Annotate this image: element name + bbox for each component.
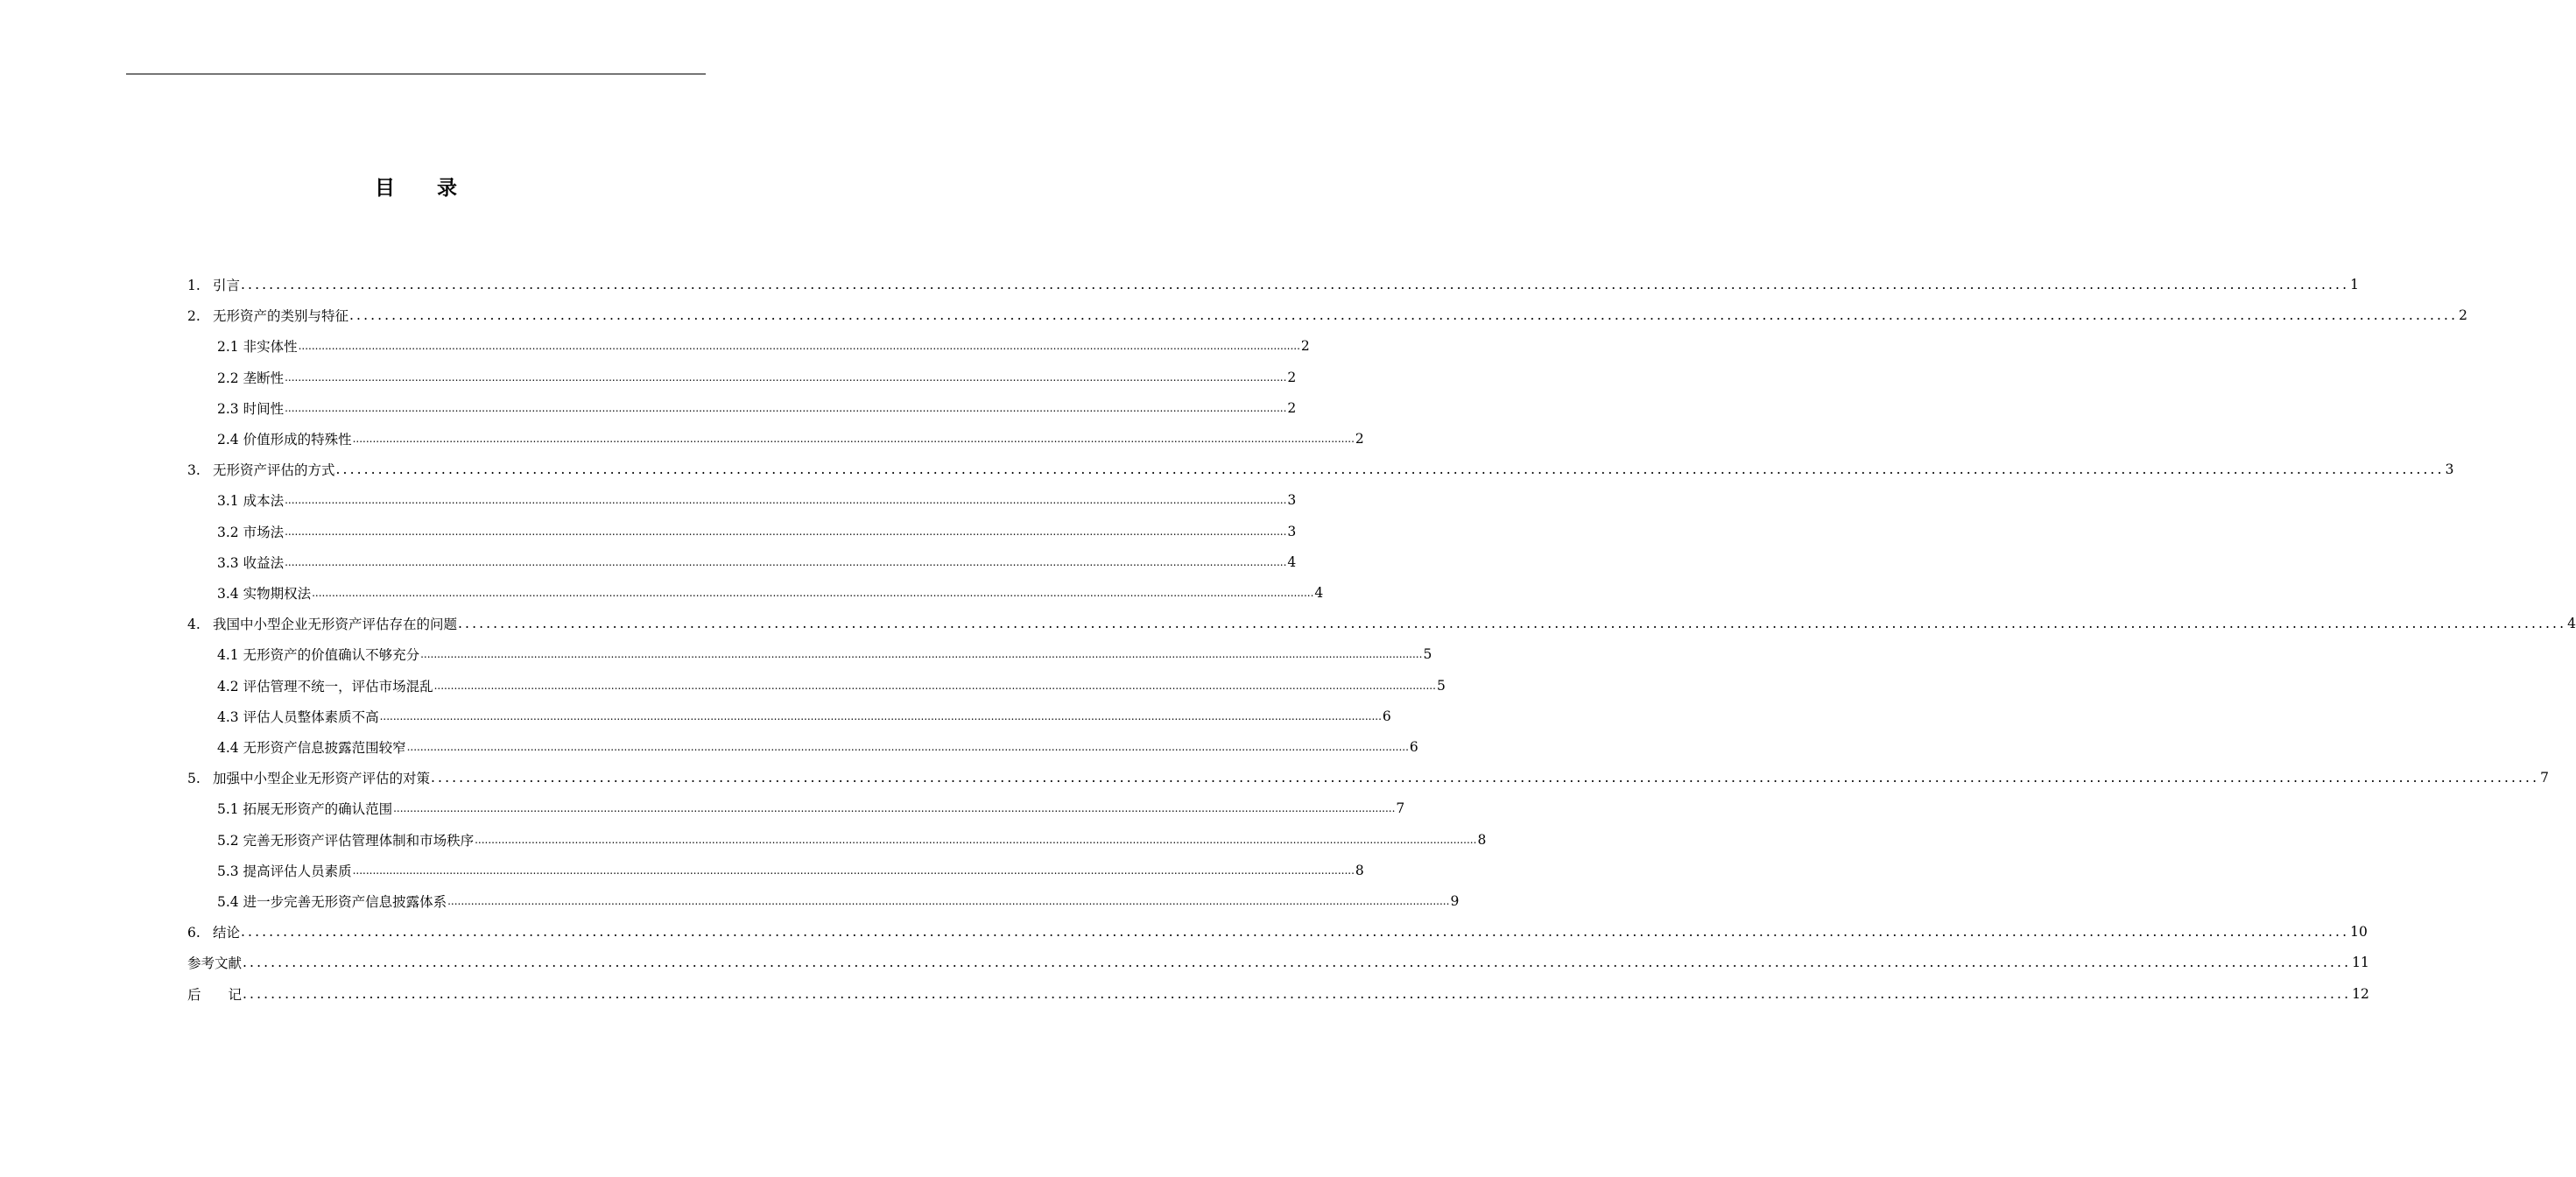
toc-entry-text: 2.4 价值形成的特殊性 xyxy=(217,432,352,448)
toc-entry[interactable] xyxy=(217,825,1487,855)
toc-entry[interactable] xyxy=(217,639,1432,669)
toc-dot-leader: ............................................................................................................................................................................................................................................................................................................ xyxy=(241,924,2350,941)
toc-dot-leader: ............................................................................................................................................................................................................................................................................................................ xyxy=(298,340,1300,353)
toc-entry-text: 2.2 垄断性 xyxy=(217,370,285,386)
toc-entry-text: 引言 xyxy=(213,278,241,293)
toc-entry-text: 后 记 xyxy=(187,986,243,1003)
toc-entry-text: 5.2 完善无形资产评估管理体制和市场秩序 xyxy=(217,832,475,849)
toc-entry[interactable] xyxy=(187,763,2549,793)
toc-entry-number: 2. xyxy=(187,308,201,325)
toc-dot-leader: ............................................................................................................................................................................................................................................................................................................ xyxy=(349,307,2459,324)
toc-entry-label xyxy=(187,614,457,633)
toc-dot-leader: ............................................................................................................................................................................................................................................................................................................ xyxy=(352,863,1355,877)
toc-entry[interactable] xyxy=(187,270,2359,300)
toc-page-number: 4 xyxy=(2567,616,2576,632)
page-title: 目录 xyxy=(375,177,499,200)
toc-entry-text: 4.1 无形资产的价值确认不够充分 xyxy=(217,647,420,664)
toc-entry-label xyxy=(187,275,240,294)
toc-page-number: 1 xyxy=(2350,277,2359,292)
toc-dot-leader: ............................................................................................................................................................................................................................................................................................................ xyxy=(285,370,1287,384)
toc-entry-number: 4. xyxy=(187,617,201,633)
toc-page-number: 11 xyxy=(2352,955,2369,971)
toc-page-number: 3 xyxy=(1287,492,1297,509)
toc-page-number: 8 xyxy=(1477,831,1487,848)
toc-entry-text: 4.4 无形资产信息披露范围较窄 xyxy=(217,740,406,756)
toc-dot-leader: ............................................................................................................................................................................................................................................................................................................ xyxy=(243,985,2352,1002)
toc-dot-leader: ............................................................................................................................................................................................................................................................................................................ xyxy=(285,401,1287,414)
toc-entry-text: 3.2 市场法 xyxy=(217,524,285,540)
toc-dot-leader: ............................................................................................................................................................................................................................................................................................................ xyxy=(447,895,1450,907)
toc-entry-label xyxy=(217,676,433,695)
toc-page-number: 5 xyxy=(1423,646,1432,663)
toc-entry-label xyxy=(217,892,447,911)
toc-entry[interactable] xyxy=(187,300,2467,330)
toc-entry[interactable] xyxy=(217,517,1297,546)
toc-entry[interactable] xyxy=(187,455,2454,484)
toc-page-number: 7 xyxy=(2540,770,2549,786)
toc-entry[interactable] xyxy=(217,547,1297,577)
toc-entry-text: 我国中小型企业无形资产评估存在的问题 xyxy=(213,617,458,633)
toc-entry[interactable] xyxy=(217,331,1310,361)
toc-dot-leader: ............................................................................................................................................................................................................................................................................................................ xyxy=(335,462,2445,478)
toc-dot-leader: ............................................................................................................................................................................................................................................................................................................ xyxy=(241,277,2350,292)
toc-entry-label xyxy=(217,707,379,726)
toc-page-number: 2 xyxy=(1287,399,1297,416)
toc-page-number: 2 xyxy=(1300,338,1310,355)
toc-entry-label xyxy=(187,306,348,325)
toc-entry-label xyxy=(217,799,392,818)
toc-entry-label xyxy=(217,861,352,880)
toc-entry[interactable] xyxy=(217,393,1297,423)
toc-entry-label xyxy=(217,398,284,418)
toc-entry-number: 3. xyxy=(187,462,201,479)
toc-entry-label xyxy=(187,953,242,972)
toc-entry-label xyxy=(217,490,284,510)
toc-page-number: 6 xyxy=(1409,739,1418,755)
toc-dot-leader: ............................................................................................................................................................................................................................................................................................................ xyxy=(285,494,1287,507)
toc-entry[interactable] xyxy=(217,856,1364,885)
toc-entry-label xyxy=(217,368,284,387)
toc-entry-text: 无形资产评估的方式 xyxy=(213,462,335,479)
toc-entry-text: 2.3 时间性 xyxy=(217,400,285,417)
toc-entry[interactable] xyxy=(217,701,1391,731)
toc-page-number: 12 xyxy=(2352,985,2369,1002)
toc-entry-number: 1. xyxy=(187,278,201,293)
toc-dot-leader: ............................................................................................................................................................................................................................................................................................................ xyxy=(458,616,2567,632)
toc-page-number: 5 xyxy=(1436,677,1446,694)
toc-page-number: 2 xyxy=(1355,431,1364,447)
toc-entry-text: 无形资产的类别与特征 xyxy=(213,308,349,325)
toc-entry-label xyxy=(187,768,430,787)
toc-entry[interactable] xyxy=(187,979,2369,1009)
toc-page-number: 10 xyxy=(2350,924,2368,941)
toc-entry-label xyxy=(217,830,474,849)
toc-entry-text: 3.3 收益法 xyxy=(217,554,285,571)
toc-dot-leader: ............................................................................................................................................................................................................................................................................................................ xyxy=(352,433,1355,445)
toc-entry-label xyxy=(217,583,311,603)
toc-page-number: 2 xyxy=(2459,307,2467,324)
toc-page-number: 9 xyxy=(1450,893,1460,909)
toc-page-number: 3 xyxy=(2445,462,2454,478)
toc-entry[interactable] xyxy=(187,917,2368,947)
toc-dot-leader: ............................................................................................................................................................................................................................................................................................................ xyxy=(285,555,1287,568)
toc-entry-text: 加强中小型企业无形资产评估的对策 xyxy=(213,771,431,787)
toc-dot-leader: ............................................................................................................................................................................................................................................................................................................ xyxy=(285,525,1287,538)
toc-entry-label xyxy=(217,336,298,356)
toc-page-number: 2 xyxy=(1287,369,1297,385)
toc-entry-text: 参考文献 xyxy=(187,955,243,972)
toc-entry[interactable] xyxy=(217,793,1405,823)
toc-entry-label xyxy=(217,522,284,541)
toc-entry[interactable] xyxy=(217,732,1418,762)
toc-entry-number: 5. xyxy=(187,771,201,787)
toc-entry-text: 5.4 进一步完善无形资产信息披露体系 xyxy=(217,894,447,910)
toc-page-number: 4 xyxy=(1314,585,1324,601)
toc-dot-leader: ............................................................................................................................................................................................................................................................................................................ xyxy=(433,679,1436,692)
toc-entry-label xyxy=(187,460,335,479)
toc-dot-leader: ............................................................................................................................................................................................................................................................................................................ xyxy=(406,741,1409,753)
toc-entry-text: 4.3 评估人员整体素质不高 xyxy=(217,708,379,725)
toc-entry[interactable] xyxy=(217,424,1364,454)
toc-dot-leader: ............................................................................................................................................................................................................................................................................................................ xyxy=(393,802,1396,815)
toc-entry[interactable] xyxy=(187,609,2576,638)
toc-dot-leader: ............................................................................................................................................................................................................................................................................................................ xyxy=(243,955,2352,971)
toc-entry-label xyxy=(217,429,352,448)
toc-entry-label xyxy=(217,737,406,757)
toc-dot-leader: ............................................................................................................................................................................................................................................................................................................ xyxy=(420,648,1423,661)
toc-entry-label xyxy=(187,984,242,1004)
toc-entry[interactable] xyxy=(217,363,1297,392)
toc-entry-text: 结论 xyxy=(213,925,241,941)
toc-entry[interactable] xyxy=(217,886,1460,916)
toc-page-number: 8 xyxy=(1355,862,1364,878)
toc-entry[interactable] xyxy=(187,948,2369,977)
toc-page-number: 6 xyxy=(1382,708,1391,724)
toc-dot-leader: ............................................................................................................................................................................................................................................................................................................ xyxy=(431,770,2540,786)
toc-dot-leader: ............................................................................................................................................................................................................................................................................................................ xyxy=(379,709,1382,722)
toc-entry-text: 2.1 非实体性 xyxy=(217,339,298,356)
toc-entry-text: 5.3 提高评估人员素质 xyxy=(217,863,352,879)
toc-dot-leader: ............................................................................................................................................................................................................................................................................................................ xyxy=(312,587,1314,599)
toc-entry-label xyxy=(187,922,240,941)
toc-entry[interactable] xyxy=(217,485,1297,515)
toc-page-number: 4 xyxy=(1287,553,1297,570)
toc-entry-text: 3.4 实物期权法 xyxy=(217,586,312,602)
toc-entry-label xyxy=(217,645,419,664)
toc-entry-text: 5.1 拓展无形资产的确认范围 xyxy=(217,801,393,818)
toc-entry-number: 6. xyxy=(187,925,201,941)
toc-page-number: 7 xyxy=(1396,800,1405,817)
toc-page-number: 3 xyxy=(1287,523,1297,539)
toc-entry-text: 3.1 成本法 xyxy=(217,493,285,510)
toc-entry[interactable] xyxy=(217,671,1446,701)
toc-entry-text: 4.2 评估管理不统一，评估市场混乱 xyxy=(217,678,433,694)
toc-entry-label xyxy=(217,553,284,572)
toc-dot-leader: ............................................................................................................................................................................................................................................................................................................ xyxy=(475,833,1477,846)
toc-entry[interactable] xyxy=(217,578,1324,608)
